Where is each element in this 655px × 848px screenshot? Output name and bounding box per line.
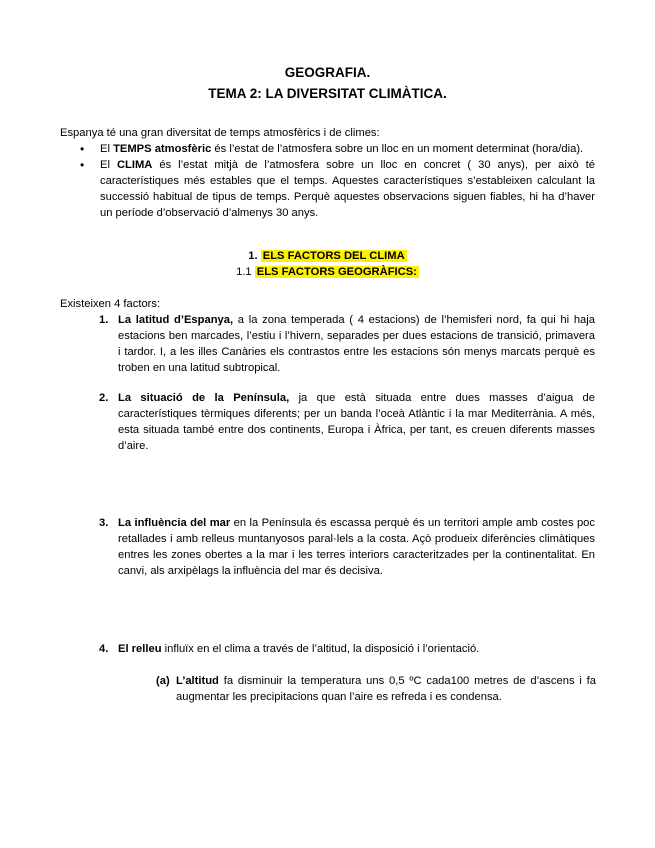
factor-item-situacio: 2. La situació de la Península, ja que està situada entre dues masses d’aigua de característiques tèrmiques diferents; per un banda l’oceà Atlàntic i la mar Mediterrània. A més, esta situada també entre dos continents, Europa i Àfrica, per tant, es creuen diferents masses d’aire. — [99, 392, 595, 452]
bullet-icon: • — [80, 158, 85, 172]
term-clima: CLIMA — [116, 159, 153, 171]
subsection-title-highlighted: ELS FACTORS GEOGRÀFICS: — [256, 266, 417, 278]
definition-list — [80, 141, 595, 221]
intro-paragraph: Espanya té una gran diversitat de temps atmosfèrics i de climes: — [60, 127, 380, 139]
factor-item-relleu: 4. El relleu influïx en el clima a través de l’altitud, la disposició i l’orientació. — [99, 643, 480, 655]
factor-item-latitud: 1. La latitud d’Espanya, a la zona temperada ( 4 estacions) de l’hemisferi nord, fa qui hi haja estacions ben marcades, l’estiu i l’hivern, separades per dues estacions de transició, primavera i tardor. I, a les illes Canàries els contrastos entre les estacions són menys marcats perquè es troben en una latitud subtropical. — [99, 314, 595, 374]
list-item: • El CLIMA és l’estat mitjà de l’atmosfera sobre un lloc en concret ( 30 anys), per això té característiques més estables que el temps. Aquestes característiques s’estableixen calculant la successió habitual de tipus de temps. Perquè aquestes observacions siguen fiables, hi ha d’haver un període d’observació d’almenys 30 anys. — [80, 158, 595, 219]
list-item: • El TEMPS atmosfèric és l’estat de l’atmosfera sobre un lloc en un moment determinat (hora/dia). — [80, 142, 584, 156]
term-temps: TEMPS atmosfèric — [113, 143, 212, 155]
subfactor-altitud: (a) L’altitud fa disminuir la temperatura uns 0,5 ºC cada100 metres de d’ascens i fa augmentar les precipitacions quan l’aire es refreda i es condensa. — [156, 675, 596, 703]
bullet-icon: • — [80, 142, 85, 156]
document-title: GEOGRAFIA. — [284, 65, 371, 80]
document-subtitle: TEMA 2: LA DIVERSITAT CLIMÀTICA. — [208, 86, 447, 101]
section-title-highlighted: ELS FACTORS DEL CLIMA — [262, 250, 405, 262]
factors-intro: Existeixen 4 factors: — [60, 298, 161, 310]
factor-item-mar: 3. La influència del mar en la Península és escassa perquè és un territori ample amb costes poc retallades i amb relleus muntanyosos paral·lels a la costa. Açò produeix diferències climàtiques entres les zones obertes a la mar i les terres interiors caracteritzades per la continentalitat. En canvi, als arxipèlags la influència del mar és decisiva. — [99, 517, 595, 577]
section-heading-1-1: 1.1 ELS FACTORS GEOGRÀFICS: — [236, 266, 417, 278]
section-heading-1: 1. ELS FACTORS DEL CLIMA — [248, 250, 405, 262]
